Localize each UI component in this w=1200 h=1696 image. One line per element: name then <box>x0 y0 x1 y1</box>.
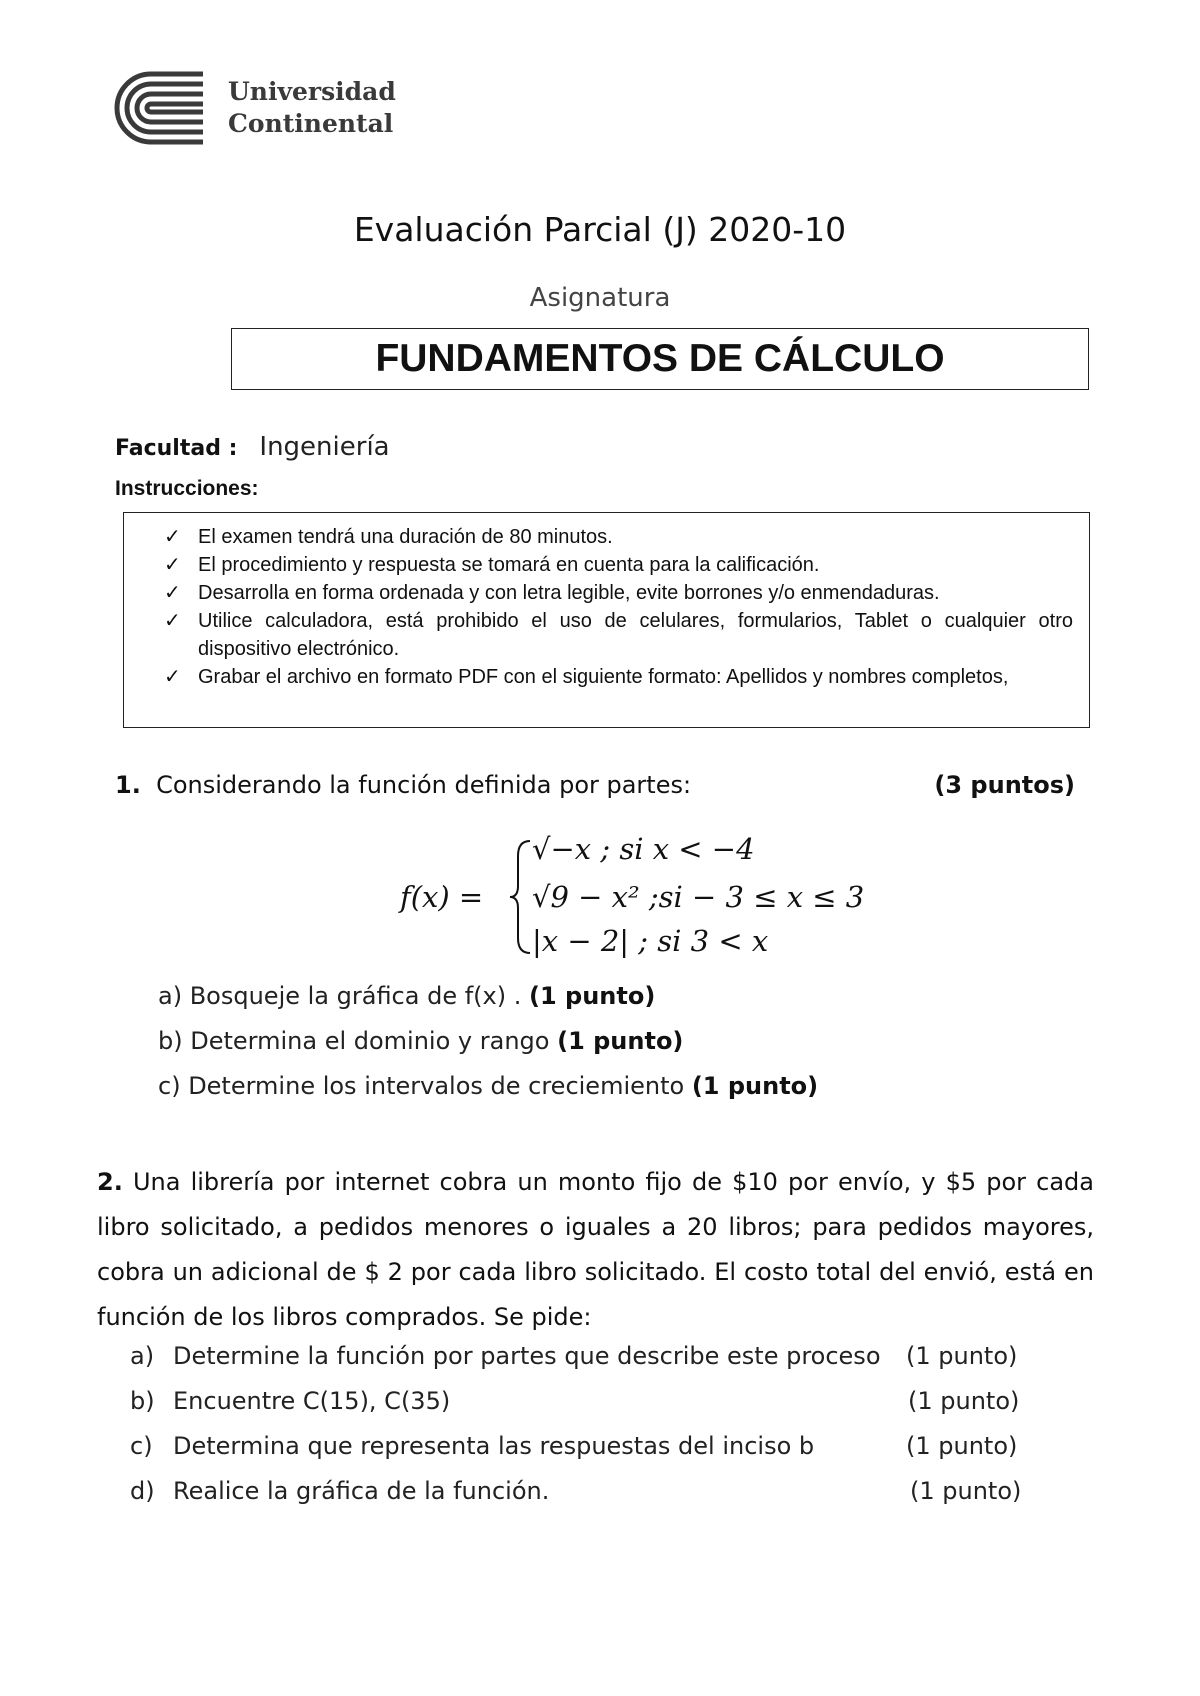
question-1-number: 1. <box>115 771 141 799</box>
piecewise-formula <box>400 832 920 962</box>
question-2-text: Una librería por internet cobra un monto fijo de $10 por envío, y $5 por cada libro solicitado, a pedidos menores o iguales a 20 libros; para pedidos mayores, cobra un adicional de $ 2 por cada libro solicitado. El costo total del envió, está en función de los libros comprados. Se pide: <box>97 1168 1095 1331</box>
instruction-item <box>164 579 1073 607</box>
part-points: (1 punto) <box>691 1072 819 1100</box>
continental-logo-icon <box>113 70 213 146</box>
question-2-body <box>97 1160 1094 1340</box>
instructions-label: Instrucciones: <box>115 477 259 500</box>
course-name-box: FUNDAMENTOS DE CÁLCULO <box>231 328 1089 390</box>
logo-line-2: Continental <box>228 109 394 138</box>
exam-title: Evaluación Parcial (J) 2020-10 <box>353 210 847 249</box>
question-1-part-a <box>158 982 655 1010</box>
part-letter: c) <box>130 1432 153 1460</box>
checkmark-icon: ✓ <box>164 666 181 688</box>
part-letter: d) <box>130 1477 155 1505</box>
part-text: Encuentre C(15), C(35) <box>173 1387 451 1415</box>
part-points: (1 punto) <box>529 982 656 1010</box>
part-text: Realice la gráfica de la función. <box>173 1477 550 1505</box>
part-letter: b) <box>130 1387 155 1415</box>
instruction-item <box>164 551 1073 579</box>
part-points: (1 punto) <box>557 1027 684 1055</box>
part-text: c) Determine los intervalos de creciemiento <box>158 1072 685 1100</box>
logo-wordmark <box>228 76 396 140</box>
faculty-row <box>115 432 390 462</box>
formula-case-2: √9 − x² ;si − 3 ≤ x ≤ 3 <box>532 880 865 914</box>
part-text: b) Determina el dominio y rango <box>158 1027 550 1055</box>
faculty-value: Ingeniería <box>259 432 390 462</box>
instruction-item <box>164 607 1073 663</box>
formula-lhs: f(x) = <box>400 880 484 914</box>
formula-case-3: |x − 2| ; si 3 < x <box>532 924 769 958</box>
formula-case-1: √−x ; si x < −4 <box>532 832 755 866</box>
instruction-text: Desarrolla en forma ordenada y con letra legible, evite borrones y/o enmendaduras. <box>198 582 940 604</box>
faculty-label: Facultad : <box>115 436 238 461</box>
part-letter: a) <box>130 1342 155 1370</box>
part-text: Determina que representa las respuestas del inciso b <box>173 1432 815 1460</box>
checkmark-icon: ✓ <box>164 554 181 576</box>
question-2-part-a-points: (1 punto) <box>906 1342 1018 1370</box>
logo-line-1: Universidad <box>228 77 396 106</box>
question-2-part-b-points: (1 punto) <box>908 1387 1020 1415</box>
checkmark-icon: ✓ <box>164 610 181 632</box>
question-2-part-b <box>130 1387 451 1415</box>
question-1-text: Considerando la función definida por partes: <box>156 771 692 799</box>
instruction-item <box>164 663 1073 691</box>
question-2-part-a <box>130 1342 881 1370</box>
instructions-list <box>164 523 1073 691</box>
question-2-part-d <box>130 1477 550 1505</box>
part-text: Determine la función por partes que describe este proceso <box>173 1342 881 1370</box>
university-logo <box>113 70 396 146</box>
instructions-box <box>123 512 1090 728</box>
question-1-part-c <box>158 1072 818 1100</box>
question-2-part-d-points: (1 punto) <box>910 1477 1022 1505</box>
question-1-part-b <box>158 1027 683 1055</box>
instruction-text: El examen tendrá una duración de 80 minutos. <box>198 526 613 548</box>
question-2-part-c <box>130 1432 815 1460</box>
instruction-text: Utilice calculadora, está prohibido el uso de celulares, formularios, Tablet o cualquier otro dispositivo electrónico. <box>198 610 1073 660</box>
question-2-part-c-points: (1 punto) <box>906 1432 1018 1460</box>
part-text: a) Bosqueje la gráfica de f(x) . <box>158 982 522 1010</box>
question-2-number: 2. <box>97 1168 123 1196</box>
instruction-text: El procedimiento y respuesta se tomará en cuenta para la calificación. <box>198 554 820 576</box>
left-brace-icon <box>508 838 534 956</box>
subject-label: Asignatura <box>529 283 671 313</box>
checkmark-icon: ✓ <box>164 582 181 604</box>
checkmark-icon: ✓ <box>164 526 181 548</box>
question-1-points: (3 puntos) <box>934 771 1075 799</box>
instruction-item <box>164 523 1073 551</box>
question-1-header <box>115 771 1075 799</box>
instruction-text: Grabar el archivo en formato PDF con el siguiente formato: Apellidos y nombres completos, <box>198 666 1009 688</box>
